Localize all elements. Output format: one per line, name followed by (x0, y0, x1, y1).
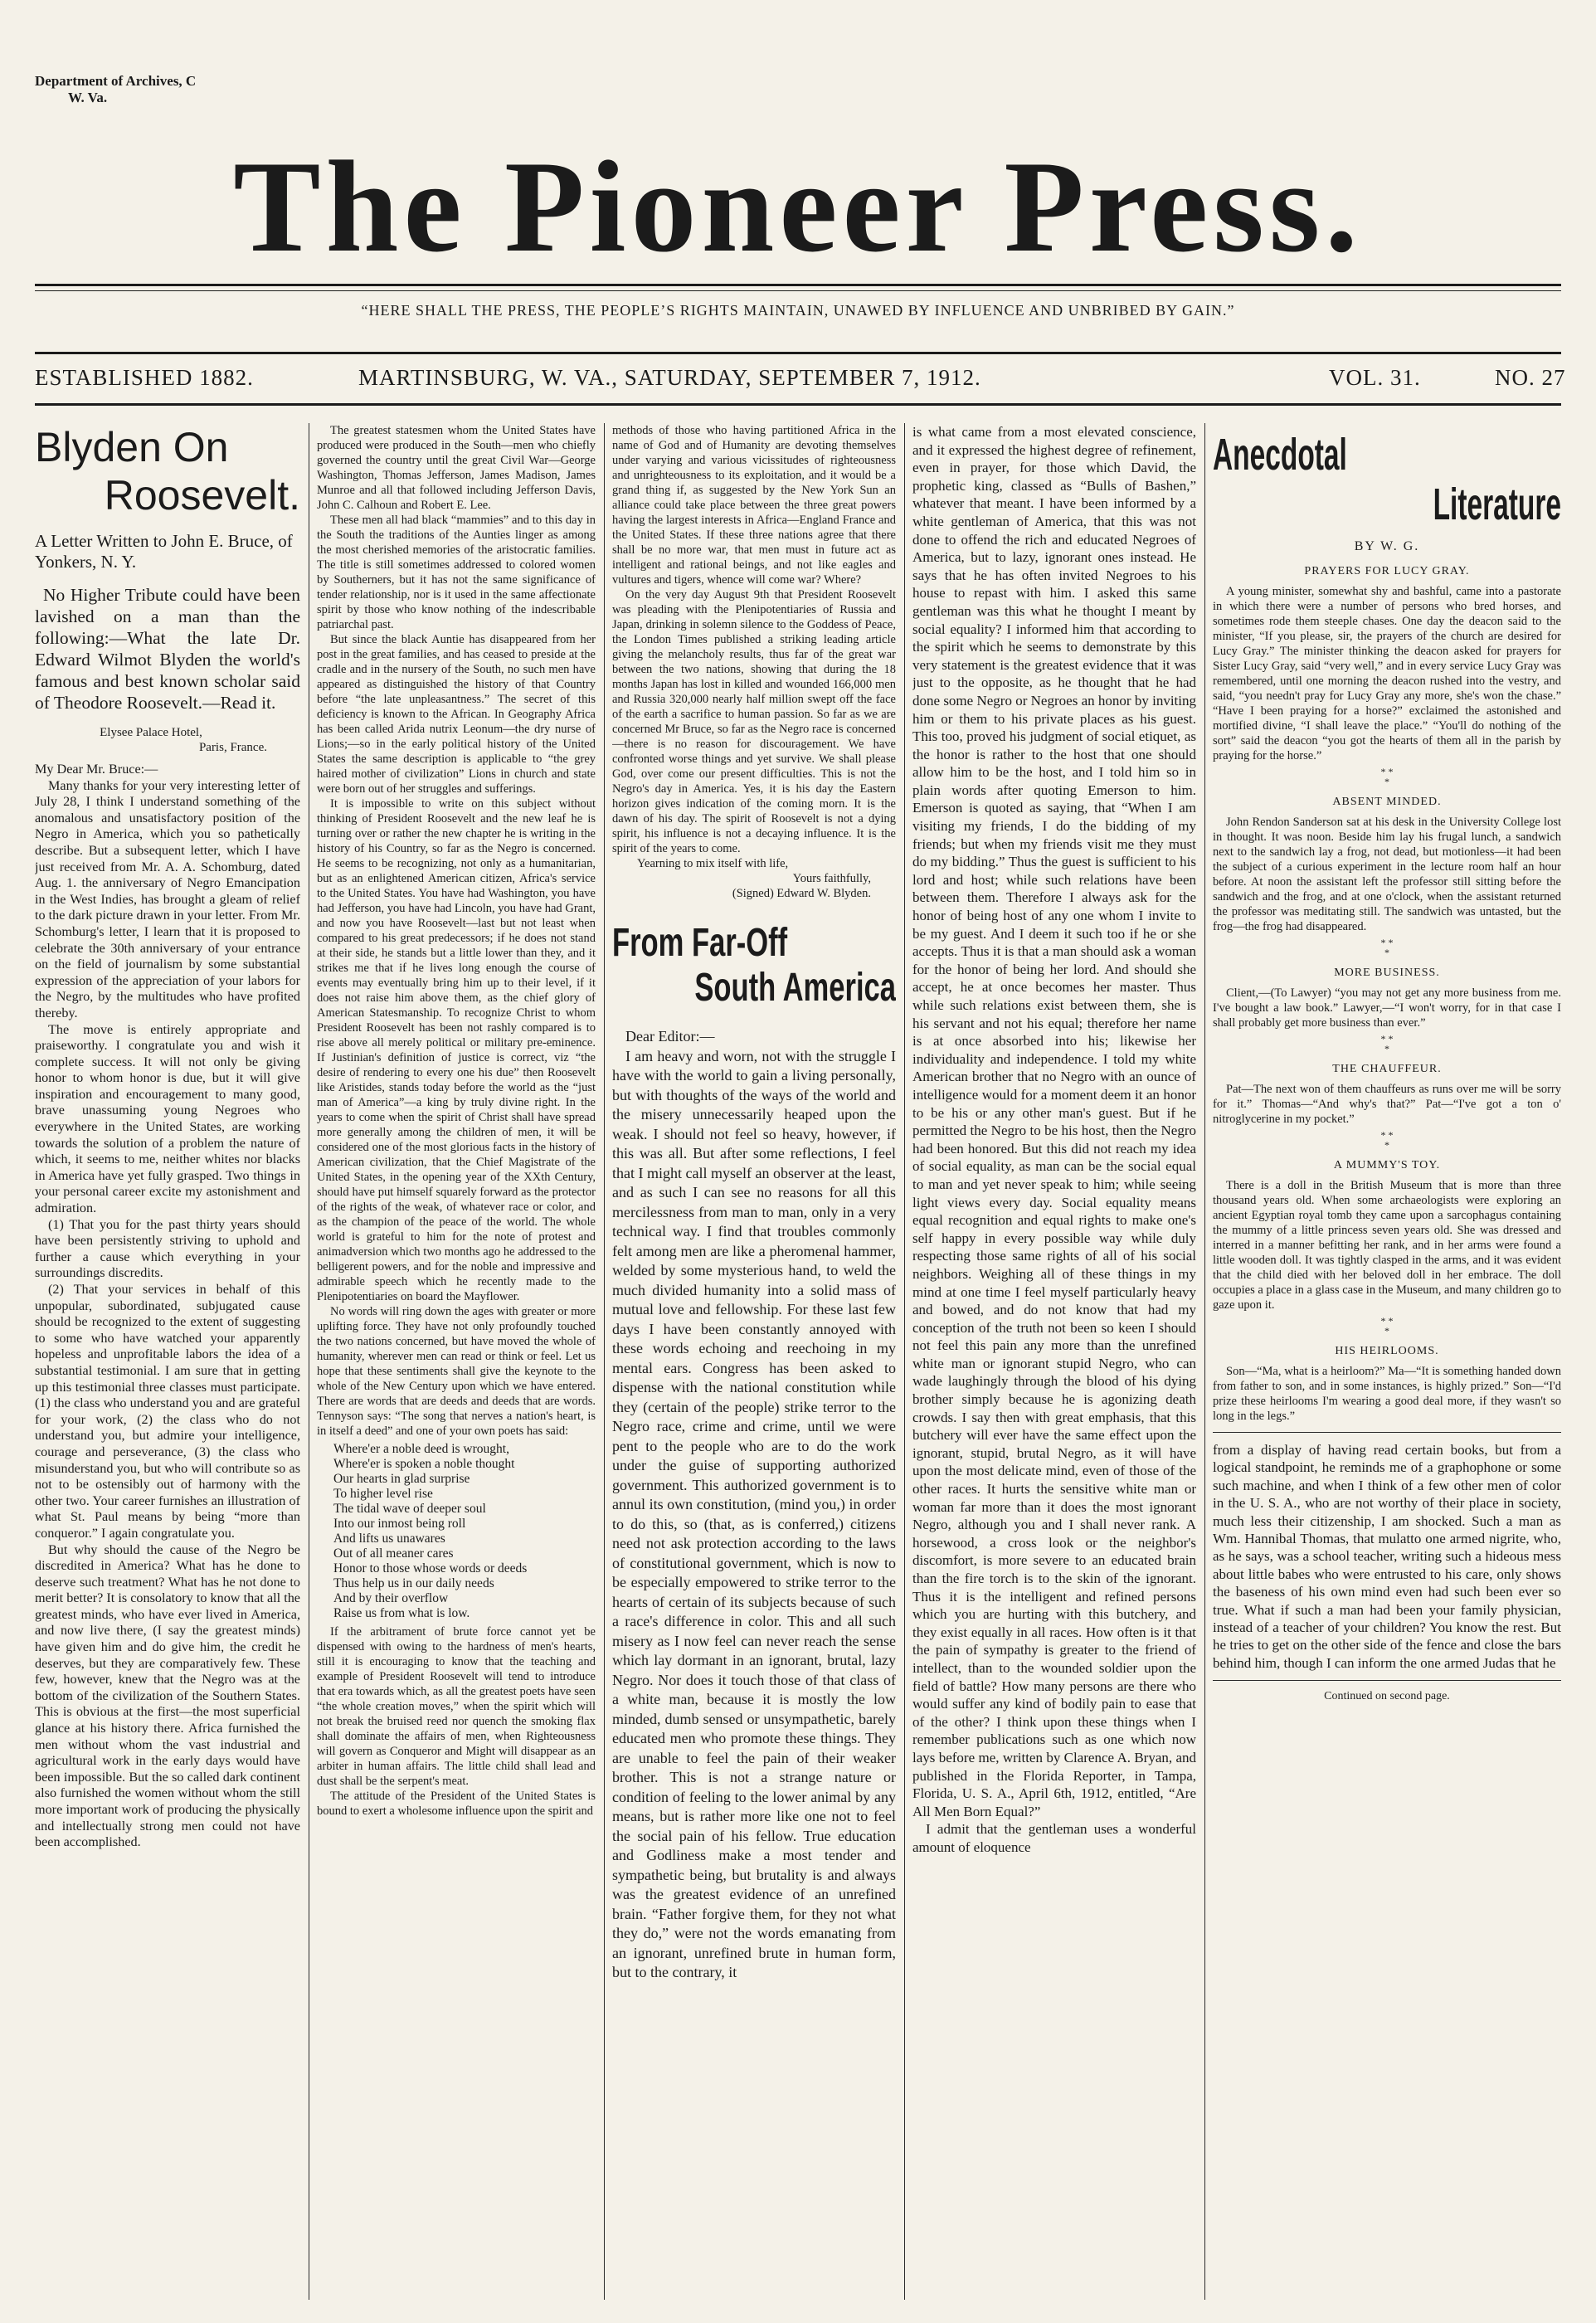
lead-paragraph-blyden: No Higher Tribute could have been lavished on a man than the following:—What the late Dr. Edward Wilmot Blyden the world's famous and best known scholar said of Theodore Roosevelt.—Read it. (35, 585, 300, 713)
far-off-paragraph: from a display of having read certain books, but from a logical standpoint, he reminds me of a graphophone or some such machine, and when I think of a few other men of color in the U. S. A., who are not worthy of their place in society, much less their citizenship, I am shocked. Such a man as Wm. Hannibal Thomas, that mulatto one armed nigrite, who, as he says, was a school teacher, writing such a hideous mess about little babes who were entrusted to his care, only shows the baseness of his own mind even had such been ever so true. What if such a man had been your family physician, instead of a teacher of your children? You know the rest. But he tries to get on the other side of the fence and close the bars behind him, though I can inform the one armed Judas that he (1213, 1442, 1561, 1671)
blyden-paragraph: These men all had black “mammies” and to this day in the South the traditions of the Aunties linger as among the most cherished memories of the aristocratic families. The title is still sometimes addressed to colored women by Southerners, but it has not the same significance of tender relationship, nor is it used in the same affectionate spirit by those who know nothing of the indescribable patriarchal past. (317, 514, 596, 631)
blyden-paragraph: If the arbitrament of brute force cannot yet be dispensed with owing to the hardness of men's hearts, still it is encouraging to know that the teaching and example of President Roosevelt will tend to introduce that era towards which, as all the greatest poets have seen “the whole creation moves,” when the spirit which will not break the bruised reed nor quench the smoking flax shall dominate the affairs of men, when Righteousness will govern as Conqueror and Might will disappear as an arbiter in human affairs. The little child shall lead and dust shall be the serpent's meat. (317, 1625, 596, 1788)
poem-line: And by their overflow (333, 1591, 449, 1605)
poem-line: Honor to those whose words or deeds (333, 1561, 528, 1575)
column-1 (35, 423, 300, 2300)
blyden-paragraph: But since the black Auntie has disappeared from her post in the great families, and has ceased to preside at the cradle and in the nursery of the South, no such men have appeared as distinguished the history of that Country before “the late unpleasantness.” The secret of this deficiency is known to the African. In Geography Africa has been called Arida nutrix Leonum—the dry nurse of Lions;—so in the early political history of the United States the same description is applicable to “the grey haired mother of civilization” Lions in church and state were born out of her struggles and sufferings. (317, 633, 596, 796)
blyden-paragraph: methods of those who having partitioned Africa in the name of God and of Humanity are devoting themselves under varying and various vicissitudes of righteousness and unrighteousness to its exploitation, and it would be a grand thing if, as suggested by the New York Sun an alliance could take place between the three great powers having the largest interests in Africa—England France and the United States. If these three nations agree that there shall be no more war, that men must in future act as intelligent and rational beings, and not like eagles and vultures and tigers, whence will come war? Where? (612, 424, 896, 587)
poem-line: The tidal wave of deeper soul (333, 1502, 486, 1516)
letter-salutation: My Dear Mr. Bruce:— (35, 762, 158, 777)
masthead-rule-thin (35, 290, 1561, 291)
headline-anecdotal (1213, 430, 1561, 529)
headline-anecdotal-line-2: Literature (1433, 480, 1561, 529)
poem-line: And lifts us unawares (333, 1532, 445, 1546)
dateline-rule-bottom (35, 403, 1561, 406)
anecdote-title: ABSENT MINDED. (1332, 796, 1442, 808)
anecdote-title: A MUMMY'S TOY. (1333, 1159, 1441, 1171)
blyden-quote-line: Yearning to mix itself with life, (637, 857, 789, 870)
section-stars-divider: * * * (1380, 766, 1394, 787)
headline-far-off-line-2: South America (694, 966, 896, 1010)
poem-line: Raise us from what is low. (333, 1606, 470, 1620)
subheadline-blyden: A Letter Written to John E. Bruce, of Yonkers, N. Y. (35, 531, 293, 572)
column-5 (1213, 423, 1561, 2300)
letter-signature: (Signed) Edward W. Blyden. (732, 887, 871, 900)
poem-line: Thus help us in our daily needs (333, 1576, 494, 1590)
anecdote-text: There is a doll in the British Museum that is more than three thousand years old. When some archaeologists were exploring an ancient Egyptian royal tomb they came upon a sarcophagus containing the mummy of a little princess seven years old. She was dressed and interred in a manner befitting her rank, and in her arms were found a little wooden doll. It was tightly clasped in the arms, and it was evident that the child died with her beloved doll in her embrace. The doll occupies a place in a glass case in the Museum, and many children go to gaze upon it. (1213, 1179, 1561, 1312)
far-off-salutation: Dear Editor:— (625, 1028, 715, 1045)
section-divider (1213, 1432, 1561, 1433)
anecdote-title: HIS HEIRLOOMS. (1335, 1345, 1439, 1357)
archive-stamp (35, 73, 196, 106)
headline-far-off (612, 921, 896, 1011)
section-stars-divider: * * * (1380, 1033, 1394, 1054)
far-off-paragraph: is what came from a most elevated conscience, and it expressed the highest degree of refinement, even in prayer, for those which David, the prophetic king, classed as “Bulls of Bashen,” whatever that meant. I have been informed by a white gentleman of America, that this was not done to offend the rich and educated Negroes of America, but to lazy, ignorant ones instead. He says that he has often invited Negroes to his house to repast with him. I asked this same gentleman was this what he thought I meant by social equality? I informed him that according to the spirit which he seems to demonstrate by this very statement is the greatest evidence that it was just to the opposite, as he thought that he had done some Negro or Negroes an honor by inviting him or them to his private places as his guest. This too, proved his judgment of social etiquet, as the honor is rather to the host that one should allow him to be the host, and I told him so in plain words after quoting Emerson to him. Emerson is quoted as saying, that “When I am visiting my friends, I do the bidding of my friends; but when my friends visit me they must do my bidding.” Thus the guest is sufficient to his lord and host; while such relations have been between them. Therefore I always ask for the honor of being host of any one whom I invite to be my guest. And I deem it such too if he or she accepts. Thus it is that a man should ask a woman for the honor of being her lord. And should she accept, he at once becomes her master. Thus while such relations exist between them, she is his servant and not his equal; therefore her name is at once absorbed into his; likewise her individuality and independence. I told my white American brother that no Negro with an ounce of intelligence would for a moment deem it an honor to be his or any other man's guest. But if he permitted the Negro to be his host, then the Negro had been honored. But this did not reach my idea of social equality, as man can be the social equal to man and yet never speak to him; while seeing light views every day. Social equality means equal recognition and equal rights to make one's self happy in every possible way while duly respecting those same rights of all of his social neighbors. Weighing all of these things in my mind at one time I feel myself particularly heavy and bowed, and do not know that had my conception of the truth not been so keen I should not feel this pain any more than the unrefined white man or ignorant stupid Negro, who can wade laughingly through the blood of his dying brother simply because he is agonizing death crowds. I say then with great emphasis, that this butchery will ever have the same effect upon the ignorant, stupid, brutal Negro, as it will have upon the most delicate mind, even of those of the other races. It hurts the sensitive white man or woman far more than it does the most ignorant Negro, although you and I shall never rank. A horsewood, a cross look or the neighbor's discomfort, is more severe to an educated brain than the fire torch is to the skin of the ignorant. Thus it is the intelligent and refined persons which you are hurting with this butchery, and they exist equally in all races. How often is it that the pain of sympathy is greater to the friend of intellect, than to the wounded soldier upon the field of battle? How many persons are there who would suffer any kind of bodily pain to ease that of the other? I think upon these things when I remember publications such as one which now lays before me, written by Clarence A. Bryan, and published in the Florida Reporter, in Tampa, Florida, U. S. A., April 6th, 1912, entitled, “Are All Men Born Equal?” (912, 424, 1196, 1819)
far-off-paragraph: I admit that the gentleman uses a wonderful amount of eloquence (912, 1821, 1196, 1855)
poem-line: Where'er is spoken a noble thought (333, 1457, 515, 1471)
blyden-paragraph: It is impossible to write on this subject without thinking of President Roosevelt and the new leaf he is turning over or rather the new chapter he is writing in the history of his Country, so far as the Negro is concerned. He seems to be recognizing, not only as a humanitarian, but as an enlightened American citizen, Africa's service to the United States. You have had Washington, you have had Jefferson, you have had Lincoln, you have had Grant, and now you have Roosevelt—last but not least when compared to his great predecessors; if he does not stand at their side, he stands but a little lower than they, and it strikes me that if he lives long enough the course of events may eventually bring him up to their level, if it does not raise him above them, as the chief glory of American Statesmanship. To recognize Christ to whom President Roosevelt has been not rashly compared is to rise above all merely political or military pre-eminence. If Justinian's definition of justice is correct, viz “the desire of rendering to every one his due” then Roosevelt like Aristides, stands today before the world as the “just man of America”—a king by truly divine right. In the years to come when the spirit of Christ shall have spread more generally among the children of men, it will be considered one of the most glorious facts in the history of American civilization, that the Chief Magistrate of the United States, in the opening year of the XXth Century, should have put himself squarely forward as the protector of the rights of the weak, of whatever race or color, and as the champion of the peace of the world. The whole world is grateful to him for the note of protest and animadversion which two months ago he addressed to the belligerent powers, and for the noble and impressive and admirable speech which he recently made to the Plenipotentiaries on board the Mayflower. (317, 797, 596, 1303)
poem-line: Our hearts in glad surprise (333, 1472, 470, 1486)
letter-address-line-1: Elysee Palace Hotel, (100, 726, 202, 739)
column-4 (912, 423, 1196, 2300)
far-off-paragraph: I am heavy and worn, not with the struggle I have with the world to gain a living personally, but with thoughts of the ways of the world and the misery unnecessarily heaped upon the weak. I should not feel so heavy, however, if this was all. But after some reflections, I feel that I might call myself an observer at the least, and as such I can see no reasons for all this mercilessness from man to man, only in a very technical way. I find that troubles commonly felt among men are like a pheromenal hammer, welded by some mysterious hand, to weld the much divided humanity into a solid mass of mutual love and fellowship. For these last few days I have been constantly annoyed with these words echoing and reechoing in my mental ears. Congress has been asked to dispense with the national constitution while they (certain of the people) strike terror to the Negro race, crime and crime, until we were pent to the people who are to do the work under the guise of supporting authorized government. This authorized government is to annul its own constitution, (mind you,) in order to do this, so (that, as is conferred,) citizens need not ask protection according to the laws of constitutional government, which is now to be especially empowered to strike terror to the hearts of certain of its subjects because of such a race's difference in color. This and all such misery as I now feel can never reach the sense which lay dormant in an ignorant, brutal, lazy Negro. Nor does it touch those of that class of a white man, because it is mostly the low minded, dumb sensed or unsympathetic, barely educated men who promote these things. They are unable to feel the pain of their weaker brother. This is not a strange nature or condition of feeling to the lower animal by any means, but is rather more like one not to feel the social pain of his fellow. True education and Godliness make a most tender and sympathetic being, but brutality is and always was the greatest evidence of an unrefined brain. “Father forgive them, for they not what they do,” were not the words emanating from an ignorant, unrefined brute in human form, but to the contrary, it (612, 1047, 896, 1980)
section-divider (1213, 1680, 1561, 1681)
archive-stamp-line-2: W. Va. (68, 90, 108, 105)
headline-blyden (35, 423, 300, 519)
anecdote-text: Client,—(To Lawyer) “you may not get any more business from me. I've bought a law book.” Lawyer,—“I won't worry, for in that case I shall probably get more business than ever.” (1213, 986, 1561, 1030)
letter-closing: Yours faithfully, (792, 872, 871, 885)
blyden-paragraph: Many thanks for your very interesting letter of July 28, I think I understand something of the anomalous and unsatisfactory position of the Negro in America, which you so pathetically describe. But a subsequent letter, which I have just received from Mr. A. A. Schomburg, dated Aug. 1. the anniversary of Negro Emancipation in the West Indies, has brought a gleam of relief to the dark picture drawn in your letter. From Mr. Schomburg's letter, I learn that it is proposed to celebrate the 30th anniversary of your entrance on the field of journalism by some substantial expression of the appreciation of your labors for the Negro, by the multitudes who have profited thereby. (35, 777, 300, 1020)
newspaper-masthead: The Pioneer Press. (233, 134, 1363, 280)
quoted-poem (317, 1442, 596, 1621)
anecdote-text: Son—“Ma, what is a heirloom?” Ma—“It is something handed down from father to son, and in some instances, is highly prized.” Son—“I'd prize these heirlooms I'm wearing a good deal more, if they wasn't so long in the legs.” (1213, 1365, 1561, 1423)
headline-blyden-line-2: Roosevelt. (104, 472, 300, 519)
anecdote-title: THE CHAUFFEUR. (1332, 1063, 1442, 1075)
section-stars-divider: * * * (1380, 937, 1394, 958)
letter-address (35, 725, 300, 755)
column-rule-2 (604, 423, 605, 2300)
column-3 (612, 423, 896, 2300)
poem-line: To higher level rise (333, 1487, 433, 1501)
anecdote-text: A young minister, somewhat shy and bashful, came into a pastorate in which there were a number of persons who bred horses, and sometimes rode them steeple chases. One day the deacon said to the minister, “If you please, sir, the prayers of the church are desired for Lucy Gray.” The minister thinking the deacon asked for prayers for Sister Lucy Gray, said “very well,” and in every service Lucy Gray was remembered, until one morning the deacon rushed into the vestry, and said, “you needn't pray for Lucy Gray any more, she's won the chase.” “Have I been praying for a horse?” exclaimed the astonished and mortified divine, “I shall leave the place.” “You'll do nothing of the sort” said the deacon “you got the hearts of them all in the parish by praying for the horse.” (1213, 585, 1561, 762)
archive-stamp-line-1: Department of Archives, C (35, 73, 197, 89)
section-stars-divider: * * * (1380, 1315, 1394, 1337)
poem-line: Out of all meaner cares (333, 1546, 454, 1561)
blyden-paragraph: On the very day August 9th that President Roosevelt was pleading with the Plenipotentiaries of Russia and Japan, drinking in solemn silence to the Goddess of Peace, the London Times published a striking leading article giving the melancholy results, thus far of the great war between the two nations, showing that during the 18 months Japan has lost in killed and wounded 166,000 men and Russia 320,000 nearly half million swept off the face of the earth a sacrifice to human passion. So far as we are concerned Mr Bruce, so far as the Negro race is concerned—there is no reason for discouragement. We have confronted worse things and yet survive. We shall please God, over come our present difficulties. This is not the Negro's day in America. Yes, it is his day the Eastern horizon gives indication of the coming morn. It is the dawn of his day. The spirit of Roosevelt is not a dying spirit, his influence is not a decaying influence. It is the spirit of the years to come. (612, 588, 896, 855)
newspaper-motto: “HERE SHALL THE PRESS, THE PEOPLE’S RIGHTS MAINTAIN, UNAWED BY INFLUENCE AND UNBRIBED BY GAIN.” (361, 302, 1235, 319)
headline-far-off-line-1: From Far-Off (612, 921, 788, 965)
volume-number: VOL. 31. (1329, 365, 1421, 390)
issue-place-date: MARTINSBURG, W. VA., SATURDAY, SEPTEMBER 7, 1912. (358, 365, 981, 390)
anecdote-title: MORE BUSINESS. (1334, 967, 1440, 979)
headline-blyden-line-1: Blyden On (35, 424, 229, 470)
blyden-paragraph: (2) That your services in behalf of this unpopular, subordinated, subjugated cause should be recognized to the extent of suggesting to some who have watched your apparently hopeless and unprofitable labors the idea of a substantial testimonial. I am sure that in getting up this testimonial three classes must participate. (1) the class who understand you and are grateful for your work, (2) the class who do not understand you, but admire your intelligence, courage and perseverance, (3) the class who misunderstand you, but who will contribute so as not to be ostensibly out of harmony with the other two. Your career furnishes an illustration of what St. Paul means by being “more than conqueror.” I again congratulate you. (35, 1282, 300, 1541)
blyden-paragraph: (1) That you for the past thirty years should have been persistently striving to uphold and further a cause which everything in your surroundings discredits. (35, 1216, 300, 1281)
poem-line: Into our inmost being roll (333, 1517, 466, 1531)
poem-line: Where'er a noble deed is wrought, (333, 1442, 509, 1456)
dateline (35, 365, 1566, 398)
masthead-rule-top (35, 284, 1561, 286)
blyden-paragraph: The attitude of the President of the United States is bound to exert a wholesome influence upon the spirit and (317, 1790, 596, 1818)
blyden-paragraph: The greatest statesmen whom the United States have produced were produced in the South—men who chiefly governed the country until the great Civil War—George Washington, Thomas Jefferson, James Madison, James Munroe and all that followed including Jefferson Davis, John C. Calhoun and Robert E. Lee. (317, 424, 596, 512)
established-year: ESTABLISHED 1882. (35, 365, 254, 390)
headline-anecdotal-line-1: Anecdotal (1213, 430, 1347, 480)
continued-notice: Continued on second page. (1324, 1690, 1450, 1703)
anecdote-text: John Rendon Sanderson sat at his desk in the University College lost in thought. It was noon. Beside him lay his frugal lunch, a sandwich next to the sandwich lay a frog, not dead, but motionless—it had been the subject of a curious experiment in the lecture room half an hour before. At noon the assistant left the professor still sitting before the sandwich and the frog, and at one o'clock, when the assistant returned the professor was meditating still. The sandwich was untasted, but the frog—the frog had disappeared. (1213, 816, 1561, 933)
blyden-paragraph: The move is entirely appropriate and praiseworthy. I congratulate you and wish it complete success. It will not only be giving honor to whom honor is due, but it will give inspiration and encouragement to many good, brave unassuming young Negroes who everywhere in the United States, are working towards the solution of a problem the nature of which, it seems to me, neither whites nor blacks in America have yet fully grasped. Two things in your personal career excite my astonishment and admiration. (35, 1021, 300, 1216)
section-stars-divider: * * * (1380, 1129, 1394, 1151)
blyden-paragraph: But why should the cause of the Negro be discredited in America? What has he done to deserve such treatment? What has he not done to merit better? It is consolatory to know that all the greatest minds, who have ever lived in America, and now live there, (I say the greatest minds) have given him and do give him, the credit he deserves, but they are comparatively few. These few, however, knew that the Negro was at the bottom of the civilization of the Southern States. This is obvious at the first—the most superficial glance at his history there. Africa furnished the men without whom the vast industrial and agricultural work in the early days would have been impossible. But the so called dark continent also furnished the women without whom the still more important work of producing the physically and intellectually strong men could not have been accomplished. (35, 1541, 300, 1850)
column-rule-4 (1204, 423, 1205, 2300)
issue-number: NO. 27 (1495, 365, 1566, 390)
column-2 (317, 423, 596, 2300)
anecdote-text: Pat—The next won of them chauffeurs as runs over me will be sorry for it.” Thomas—“And why's that?” Pat—“I've got a ton o' nitroglycerine in my pocket.” (1213, 1083, 1561, 1126)
anecdote-title: PRAYERS FOR LUCY GRAY. (1304, 565, 1470, 577)
letter-address-line-2: Paris, France. (198, 741, 267, 754)
column-rule-3 (904, 423, 905, 2300)
anecdotal-byline: BY W. G. (1354, 539, 1420, 553)
dateline-rule-top (35, 352, 1561, 354)
blyden-paragraph: No words will ring down the ages with greater or more uplifting force. They have not only profoundly touched the two nations concerned, but have moved the whole of humanity, wherever men can read or think or feel. Let us hope that these sentiments shall give the keynote to the whole of the New Century upon which we have entered. There are words that are deeds and deeds that are words. Tennyson says: “The song that nerves a nation's heart, is in itself a deed” and one of your own poets has said: (317, 1305, 596, 1438)
